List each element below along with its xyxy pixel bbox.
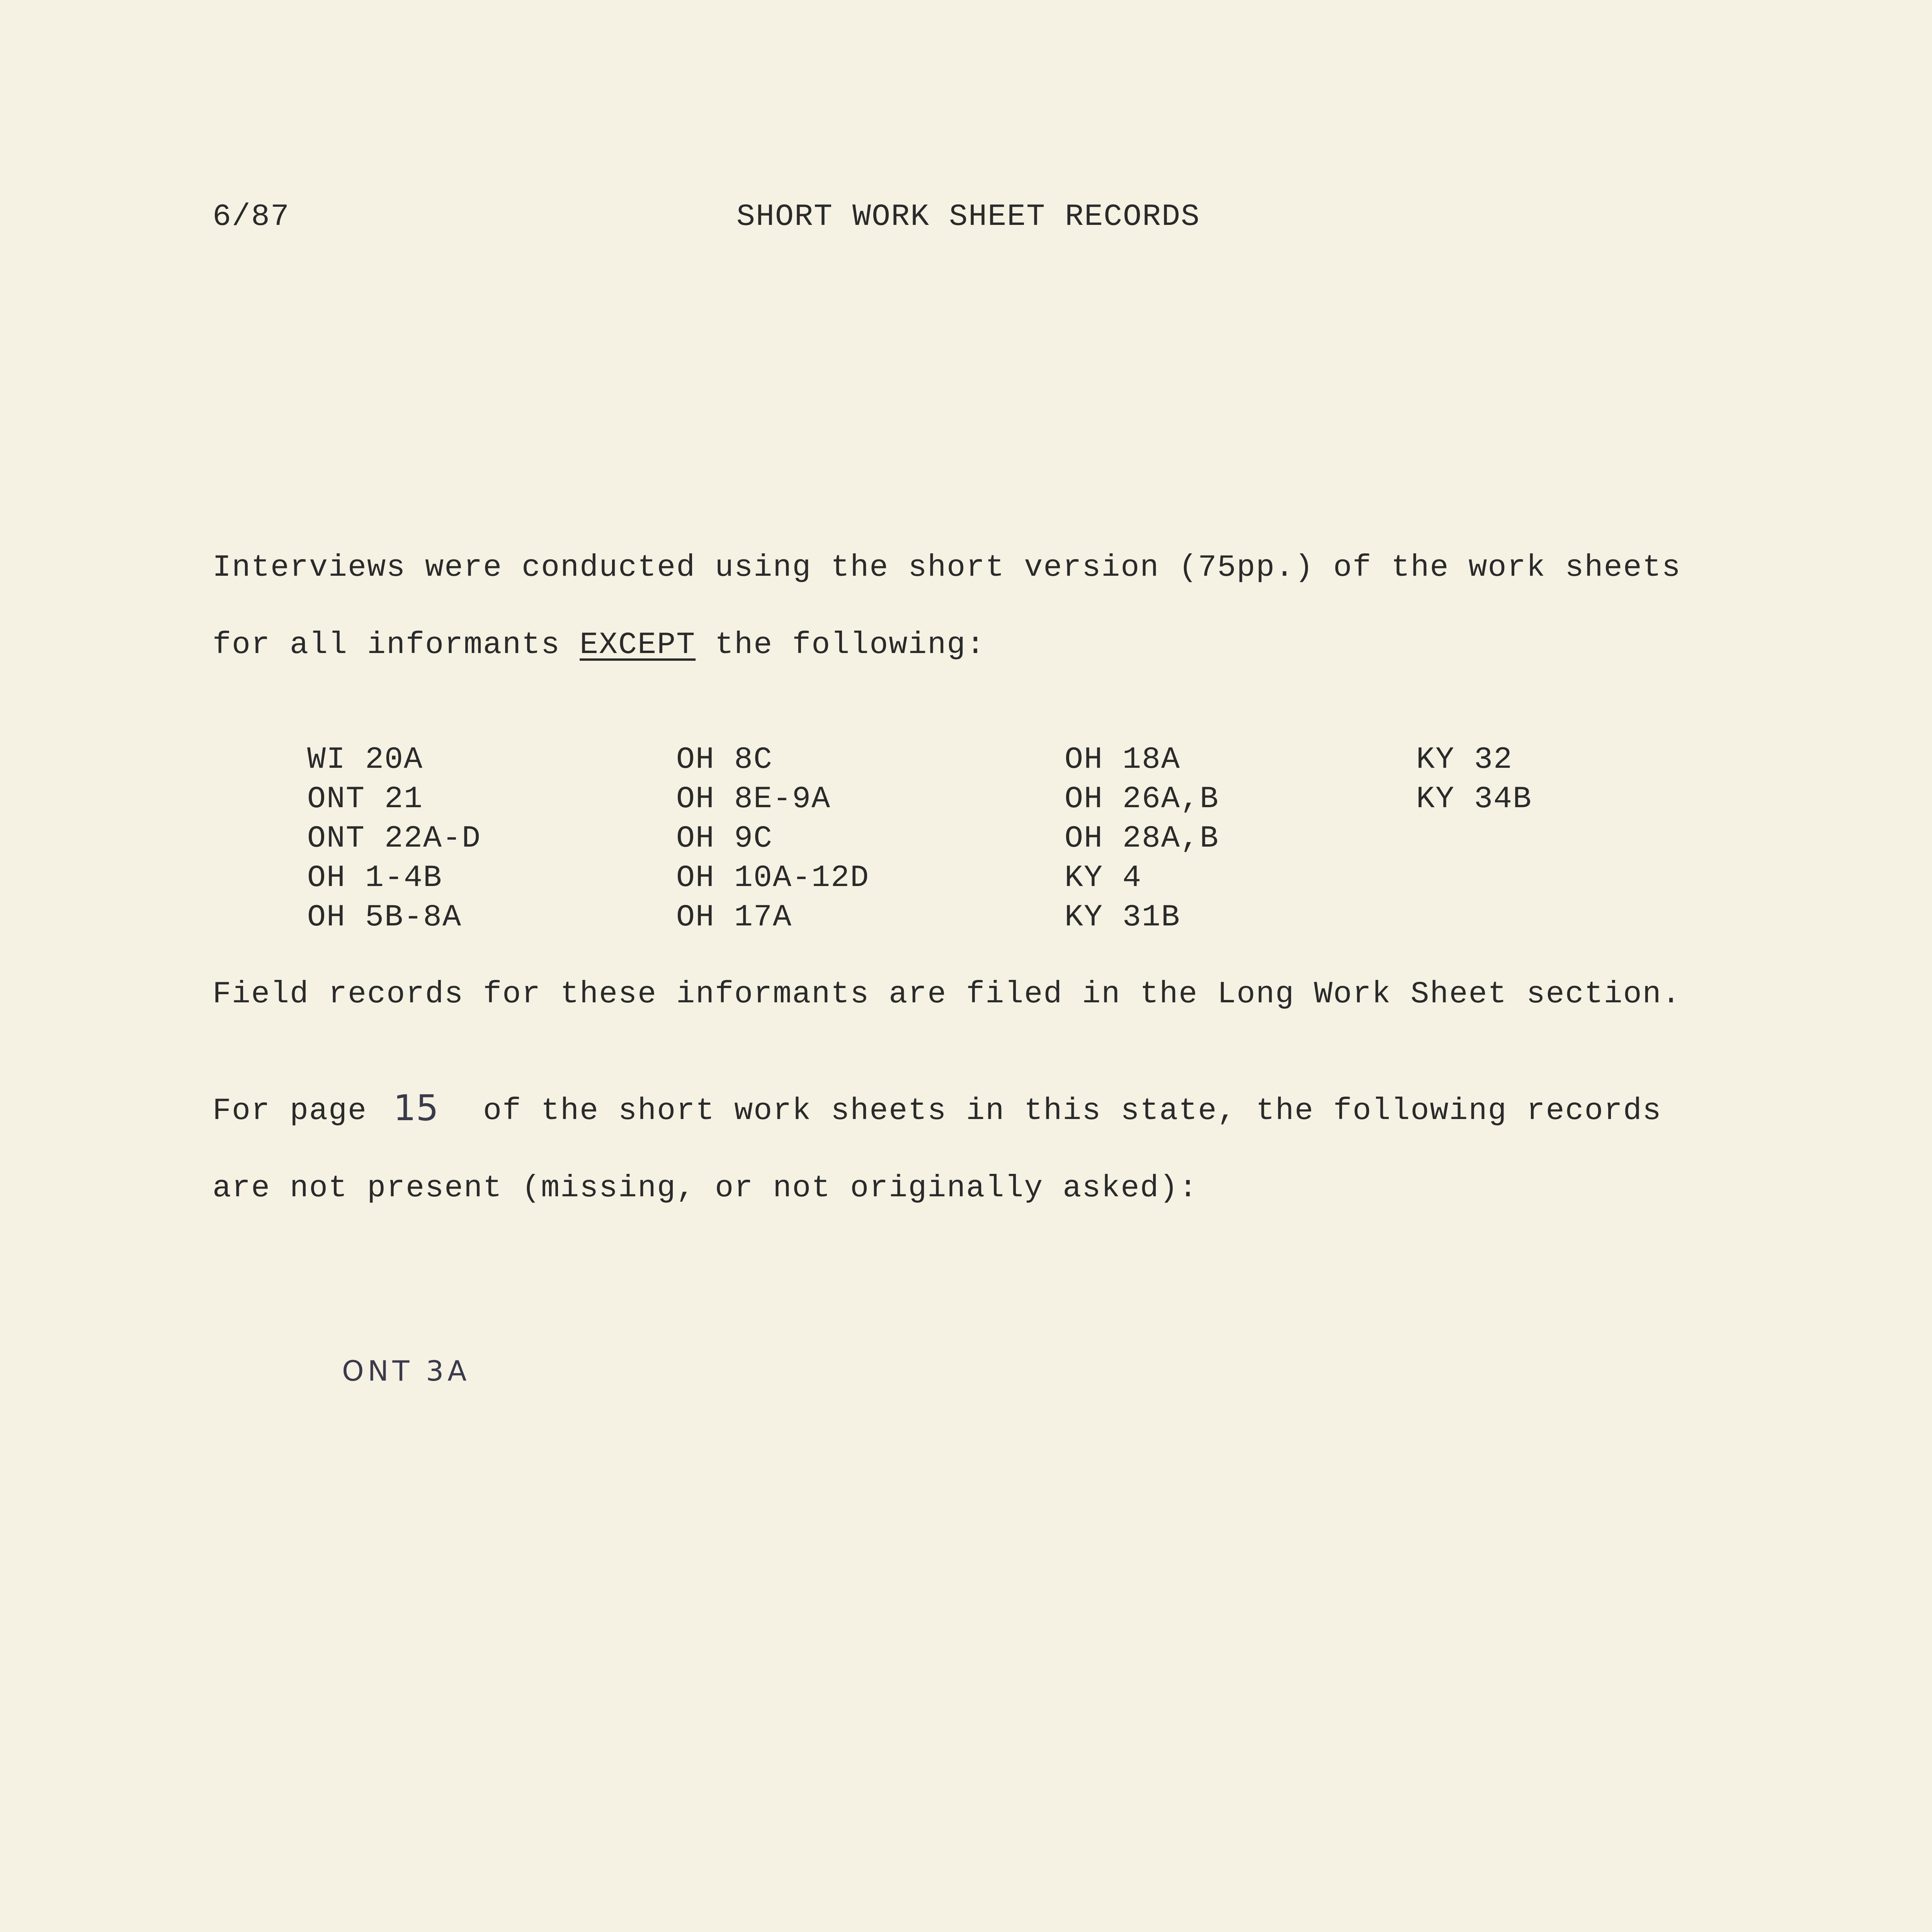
missing-line-1-pre: For page [213, 1094, 387, 1129]
informant-item: KY 34B [1416, 782, 1532, 817]
document-date: 6/87 [213, 199, 290, 235]
informant-item: OH 9C [676, 821, 773, 856]
intro-line-2-post: the following: [696, 628, 986, 663]
field-records-note: Field records for these informants are filed in the Long Work Sheet section. [213, 977, 1681, 1012]
handwritten-page-number: 15 [393, 1087, 439, 1129]
informant-item: ONT 21 [307, 782, 423, 817]
informant-item: OH 17A [676, 900, 793, 935]
informant-column-3 [1065, 740, 1219, 937]
informant-item: OH 28A,B [1065, 821, 1219, 856]
intro-line-2 [213, 626, 985, 665]
handwritten-missing-record: ONT 3A [342, 1355, 471, 1387]
informant-item: OH 8E-9A [676, 782, 831, 817]
informant-item: KY 31B [1065, 900, 1181, 935]
informant-item: OH 18A [1065, 742, 1181, 777]
informant-item: WI 20A [307, 742, 423, 777]
informant-item: OH 26A,B [1065, 782, 1219, 817]
intro-line-1: Interviews were conducted using the short version (75pp.) of the work sheets [213, 550, 1681, 585]
informant-column-2 [676, 740, 869, 937]
informant-item: KY 32 [1416, 742, 1513, 777]
document-title: SHORT WORK SHEET RECORDS [736, 199, 1201, 235]
intro-line-2-pre: for all informants [213, 628, 580, 663]
missing-line-2: are not present (missing, or not originally asked): [213, 1171, 1198, 1206]
informant-item: OH 1-4B [307, 861, 443, 896]
informant-item: OH 8C [676, 742, 773, 777]
informant-item: OH 5B-8A [307, 900, 462, 935]
informant-column-1 [307, 740, 481, 937]
informant-column-4 [1416, 740, 1532, 819]
informant-item: KY 4 [1065, 861, 1142, 896]
informant-item: OH 10A-12D [676, 861, 870, 896]
except-word: EXCEPT [580, 628, 696, 663]
informant-item: ONT 22A-D [307, 821, 481, 856]
missing-line-1-post: of the short work sheets in this state, the following records [464, 1094, 1662, 1129]
